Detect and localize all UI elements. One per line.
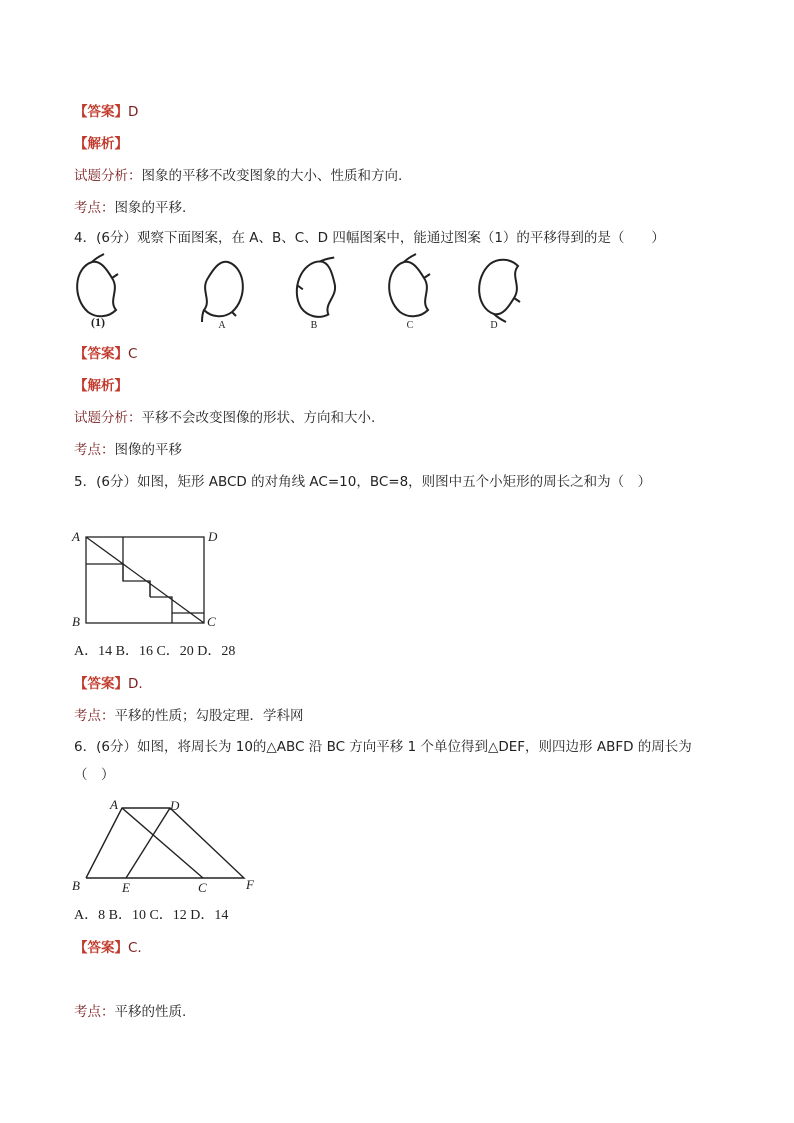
q5-answer bbox=[74, 675, 143, 693]
leaf-figure-b bbox=[289, 250, 345, 320]
analysis-tag: 【解析】 bbox=[74, 136, 128, 152]
q4-analysis bbox=[74, 409, 375, 427]
label-f: F bbox=[246, 877, 254, 892]
leaf-figure-d bbox=[479, 260, 520, 322]
analysis-tag: 【解析】 bbox=[74, 378, 128, 394]
label-d: D bbox=[208, 529, 218, 544]
q3-analysis bbox=[74, 167, 402, 185]
leaf-figure-1 bbox=[77, 254, 118, 316]
kaodian-text: 平移的性质. bbox=[114, 1004, 187, 1020]
kaodian-prefix: 考点： bbox=[74, 442, 115, 458]
q4-figures bbox=[60, 250, 540, 338]
label-b: B bbox=[72, 878, 80, 893]
q6-answer bbox=[74, 939, 142, 957]
q5-figure bbox=[68, 526, 228, 632]
label-c: C bbox=[207, 614, 216, 629]
leaf-figure-a bbox=[202, 262, 243, 322]
answer-tag: 【答案】 bbox=[74, 346, 128, 362]
q6-kaodian bbox=[74, 1003, 186, 1021]
label-b: B bbox=[72, 614, 80, 629]
q3-kaodian bbox=[74, 199, 186, 217]
q3-analysis-tag bbox=[74, 135, 128, 153]
analysis-prefix: 试题分析： bbox=[74, 410, 142, 426]
answer-tag: 【答案】 bbox=[74, 104, 128, 120]
kaodian-prefix: 考点： bbox=[74, 708, 115, 724]
label-c: C bbox=[198, 880, 207, 895]
kaodian-prefix: 考点： bbox=[74, 200, 115, 216]
fig-label-c: C bbox=[406, 320, 414, 331]
kaodian-text: 图像的平移 bbox=[114, 442, 182, 458]
answer-tag: 【答案】 bbox=[74, 676, 128, 692]
q4-stem: 4．(6分）观察下面图案，在 A、B、C、D 四幅图案中，能通过图案（1）的平移得到的是（ ） bbox=[74, 230, 665, 246]
stair-3 bbox=[150, 597, 204, 613]
answer-tag: 【答案】 bbox=[74, 940, 128, 956]
kaodian-text: 图象的平移. bbox=[114, 200, 187, 216]
q4-analysis-tag bbox=[74, 377, 128, 395]
analysis-text: 图象的平移不改变图象的大小、性质和方向. bbox=[141, 168, 403, 184]
answer-value: D bbox=[128, 104, 139, 120]
q6-figure bbox=[68, 796, 262, 896]
q5-kaodian bbox=[74, 707, 304, 725]
analysis-text: 平移不会改变图像的形状、方向和大小. bbox=[141, 410, 376, 426]
quadrilateral-abfd bbox=[86, 808, 244, 878]
fig-label-a: A bbox=[218, 320, 226, 331]
label-d: D bbox=[170, 798, 180, 813]
analysis-prefix: 试题分析： bbox=[74, 168, 142, 184]
q4-answer bbox=[74, 345, 137, 363]
segment-ac bbox=[122, 808, 203, 878]
fig-label-b: B bbox=[310, 320, 318, 331]
label-a: A bbox=[110, 797, 118, 812]
diagonal-ac bbox=[86, 537, 204, 623]
label-a: A bbox=[72, 529, 80, 544]
q4-kaodian bbox=[74, 441, 182, 459]
stair-2 bbox=[123, 564, 150, 597]
label-e: E bbox=[122, 880, 130, 895]
fig-label-1: (1) bbox=[91, 315, 105, 329]
kaodian-text: 平移的性质；勾股定理．学科网 bbox=[114, 708, 304, 724]
leaf-figure-c bbox=[389, 254, 430, 316]
q6-stem-2: （ ） bbox=[74, 767, 115, 783]
q5-options: A．14 B．16 C．20 D．28 bbox=[74, 644, 236, 659]
q3-answer bbox=[74, 103, 138, 121]
q5-stem: 5．(6分）如图，矩形 ABCD 的对角线 AC=10，BC=8，则图中五个小矩形的周长之和为（ ） bbox=[74, 474, 652, 490]
kaodian-prefix: 考点： bbox=[74, 1004, 115, 1020]
answer-value: C. bbox=[128, 940, 142, 956]
q6-stem: 6．(6分）如图，将周长为 10的△ABC 沿 BC 方向平移 1 个单位得到△DEF，则四边形 ABFD 的周长为 bbox=[74, 739, 692, 755]
fig-label-d: D bbox=[490, 320, 498, 331]
q6-options: A．8 B．10 C．12 D．14 bbox=[74, 908, 229, 923]
answer-value: C bbox=[128, 346, 138, 362]
answer-value: D. bbox=[128, 676, 143, 692]
